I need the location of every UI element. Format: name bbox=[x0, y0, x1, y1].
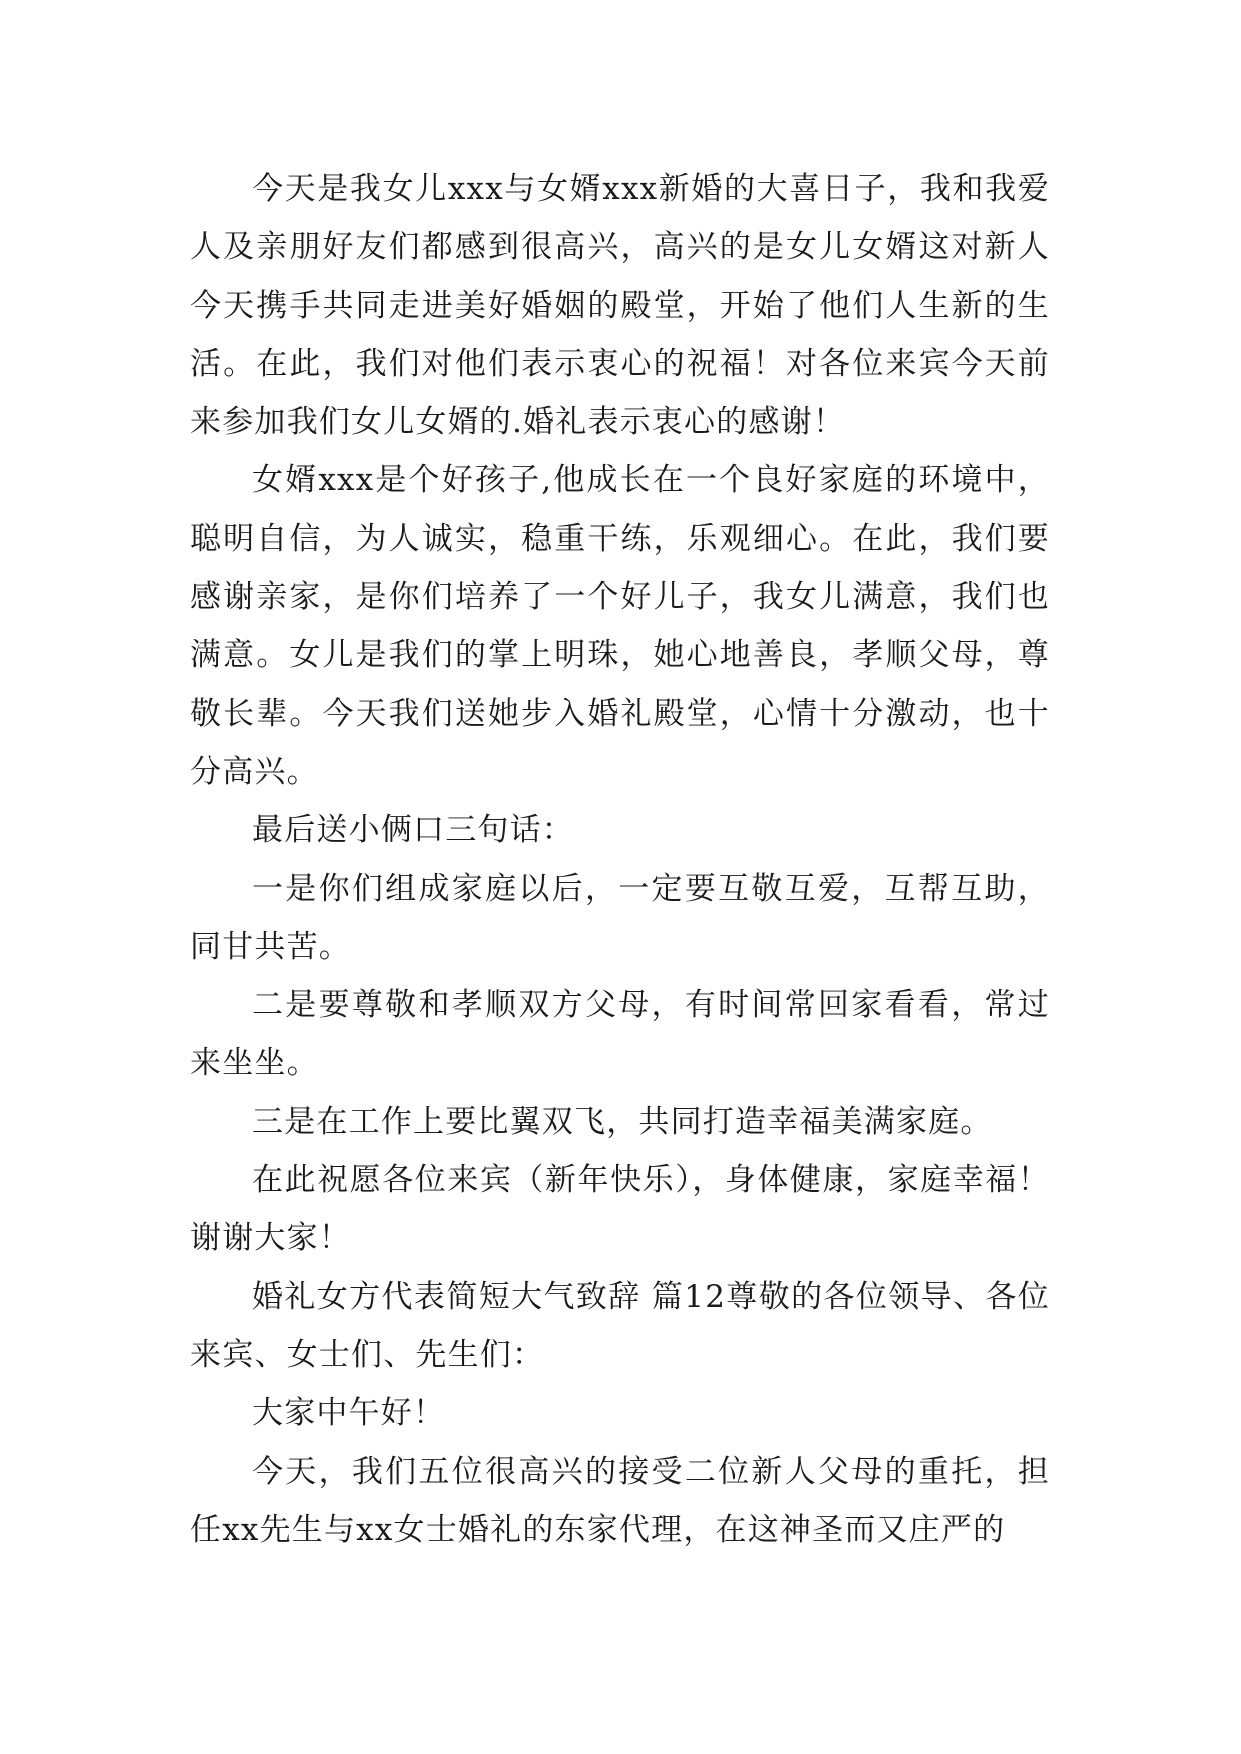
paragraph: 今天，我们五位很高兴的接受二位新人父母的重托，担任xx先生与xx女士婚礼的东家代理，在这神圣而又庄严的 bbox=[190, 1453, 1050, 1548]
paragraph: 婚礼女方代表简短大气致辞 篇12尊敬的各位领导、各位来宾、女士们、先生们： bbox=[190, 1278, 1050, 1373]
paragraph: 三是在工作上要比翼双飞，共同打造幸福美满家庭。 bbox=[252, 1103, 993, 1140]
paragraph: 最后送小俩口三句话： bbox=[252, 812, 574, 849]
paragraph: 二是要尊敬和孝顺双方父母，有时间常回家看看，常过来坐坐。 bbox=[190, 987, 1050, 1082]
paragraph: 一是你们组成家庭以后，一定要互敬互爱，互帮互助，同甘共苦。 bbox=[190, 870, 1050, 965]
document-body bbox=[190, 160, 1050, 1559]
paragraph: 大家中午好！ bbox=[252, 1395, 446, 1432]
paragraph: 在此祝愿各位来宾（新年快乐），身体健康，家庭幸福！谢谢大家！ bbox=[190, 1162, 1050, 1257]
paragraph: 今天是我女儿xxx与女婿xxx新婚的大喜日子，我和我爱人及亲朋好友们都感到很高兴，高兴的是女儿女婿这对新人今天携手共同走进美好婚姻的殿堂，开始了他们人生新的生活。在此，我们对他们表示衷心的祝福！对各位来宾今天前来参加我们女儿女婿的.婚礼表示衷心的感谢！ bbox=[190, 171, 1050, 441]
paragraph: 女婿xxx是个好孩子,他成长在一个良好家庭的环境中，聪明自信，为人诚实，稳重干练，乐观细心。在此，我们要感谢亲家，是你们培养了一个好儿子，我女儿满意，我们也满意。女儿是我们的掌上明珠，她心地善良，孝顺父母，尊敬长辈。今天我们送她步入婚礼殿堂，心情十分激动，也十分高兴。 bbox=[190, 462, 1050, 790]
